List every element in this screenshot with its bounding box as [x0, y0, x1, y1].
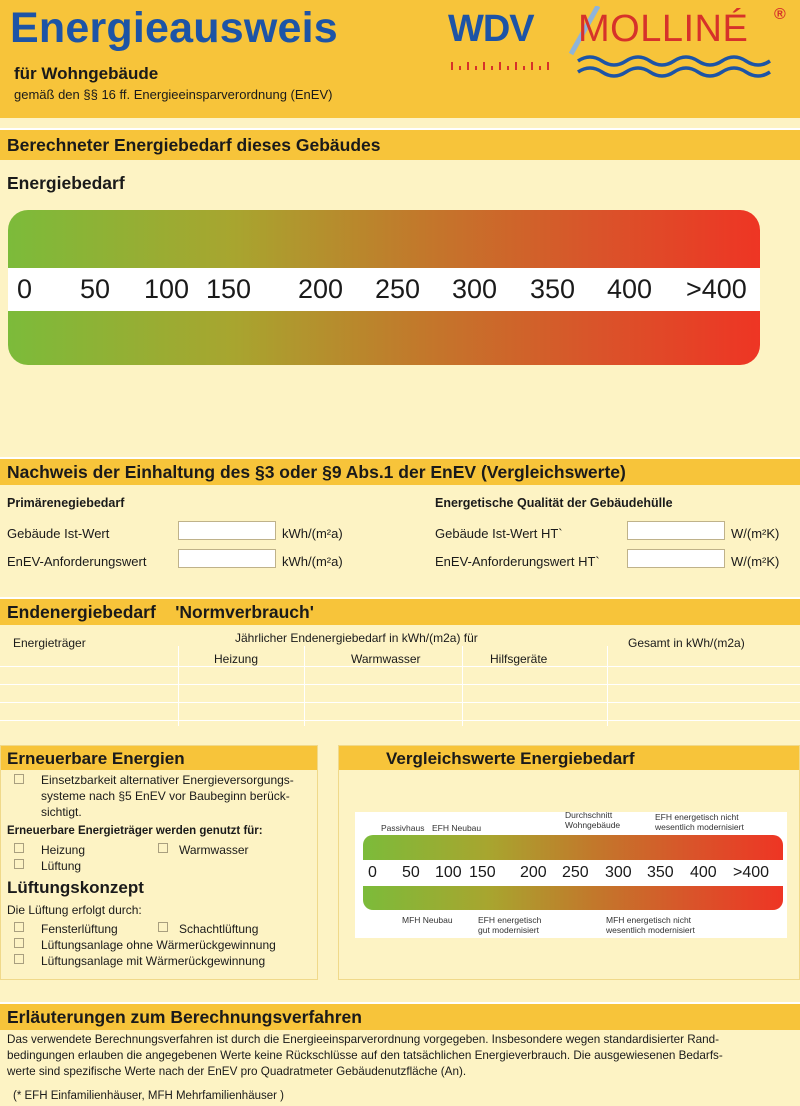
- table-rule: [0, 666, 800, 667]
- alt-energy-checkbox[interactable]: [14, 774, 24, 784]
- energy-demand-subheading: Energiebedarf: [7, 173, 125, 193]
- annotation-efh-nicht: EFH energetisch nicht: [655, 812, 739, 822]
- unit-label: W/(m²K): [731, 554, 780, 569]
- section-heading-text: Endenergiebedarf 'Normverbrauch': [7, 602, 314, 622]
- col-header-warmwasser: Warmwasser: [351, 652, 421, 666]
- section-heading-compliance: [0, 457, 800, 485]
- primary-energy-requirement-input[interactable]: [178, 549, 276, 568]
- table-rule: [0, 702, 800, 703]
- footnote: (* EFH Einfamilienhäuser, MFH Mehrfamilienhäuser ): [13, 1090, 284, 1102]
- annotation-efh-gut: gut modernisiert: [478, 925, 539, 935]
- header: [0, 0, 800, 118]
- regulation-reference: gemäß den §§ 16 ff. Energieeinsparverordnung (EnEV): [14, 87, 333, 102]
- comparison-header: [339, 746, 799, 770]
- table-rule: [304, 646, 305, 726]
- company-logo: [448, 6, 798, 80]
- renewable-energy-panel: [0, 745, 318, 980]
- scale-label: 400: [690, 864, 717, 881]
- col-header-group: Jährlicher Endenergiebedarf in kWh/(m2a) für: [235, 631, 478, 645]
- col-header-heizung: Heizung: [214, 652, 259, 666]
- anlage-ohne-checkbox[interactable]: [14, 938, 24, 948]
- scale-label: 300: [452, 274, 498, 304]
- ventilation-heading: Lüftungskonzept: [7, 878, 144, 897]
- scale-label: >400: [686, 274, 747, 304]
- row-label: Gebäude Ist-Wert HT`: [435, 526, 563, 541]
- fensterlueftung-checkbox[interactable]: [14, 922, 24, 932]
- unit-label: W/(m²K): [731, 526, 780, 541]
- section-heading-final-energy: [0, 597, 800, 625]
- primary-energy-title: Primärenegiebedarf: [7, 496, 125, 510]
- scale-label: 0: [17, 274, 33, 304]
- annotation-durchschnitt: Wohngebäude: [565, 820, 621, 830]
- option-label: sichtigt.: [41, 805, 82, 819]
- explanation-text: [7, 1032, 797, 1080]
- envelope-actual-input[interactable]: [627, 521, 725, 540]
- annotation-efh-nicht: wesentlich modernisiert: [655, 822, 744, 832]
- row-label: EnEV-Anforderungswert HT`: [435, 554, 600, 569]
- option-label: Schachtlüftung: [179, 922, 259, 936]
- scale-label: 350: [647, 864, 674, 881]
- annotation-durchschnitt: Durchschnitt: [565, 810, 613, 820]
- row-label: Gebäude Ist-Wert: [7, 526, 110, 541]
- scale-label: 0: [368, 864, 377, 881]
- section-heading-energy-demand: [0, 128, 800, 160]
- section-heading-text: Berechneter Energiebedarf dieses Gebäudes: [7, 135, 381, 155]
- primary-energy-actual-input[interactable]: [178, 521, 276, 540]
- scale-label: >400: [733, 864, 770, 881]
- option-label: Warmwasser: [179, 843, 249, 857]
- col-header-hilfsgeraete: Hilfsgeräte: [490, 652, 548, 666]
- renewable-energy-title: Erneuerbare Energien: [7, 749, 185, 768]
- lueftung-checkbox[interactable]: [14, 859, 24, 869]
- option-label: Lüftungsanlage mit Wärmerückgewinnung: [41, 954, 266, 968]
- section-heading-text: Erläuterungen zum Berechnungsverfahren: [7, 1007, 362, 1027]
- renewable-energy-header: [1, 746, 317, 770]
- used-for-label: Erneuerbare Energieträger werden genutzt für:: [7, 825, 263, 837]
- explanation-line: werte sind spezifische Werte nach der EnEV pro Quadratmeter Gebäudenutzfläche (An).: [7, 1065, 467, 1078]
- explanation-line: bedingungen erlauben die angegebenen Werte keine Rückschlüsse auf den tatsächlichen Energieverbrauch. Die ausgewiesenen Bedarfs-: [7, 1049, 723, 1062]
- table-rule: [0, 720, 800, 721]
- envelope-quality-title: Energetische Qualität der Gebäudehülle: [435, 496, 673, 510]
- scale-label: 200: [298, 274, 344, 304]
- explanation-line: Das verwendete Berechnungsverfahren ist durch die Energieeinsparverordnung vorgegeben. Insbesondere wegen standardisierter Rand-: [7, 1033, 720, 1046]
- annotation-mfh-nicht: wesentlich modernisiert: [606, 925, 695, 935]
- scale-label: 100: [435, 864, 462, 881]
- scale-label: 200: [520, 864, 547, 881]
- option-label: Lüftungsanlage ohne Wärmerückgewinnung: [41, 938, 276, 952]
- scale-label: 150: [469, 864, 496, 881]
- scale-label: 50: [80, 274, 111, 304]
- table-rule: [178, 646, 179, 726]
- comparison-title: Vergleichswerte Energiebedarf: [386, 749, 635, 768]
- scale-label: 300: [605, 864, 632, 881]
- scale-label: 350: [530, 274, 576, 304]
- col-header-gesamt: Gesamt in kWh/(m2a): [628, 636, 745, 650]
- scale-label: 50: [402, 864, 420, 881]
- annotation-efh-neubau: EFH Neubau: [432, 823, 482, 833]
- section-heading-explanation: [0, 1002, 800, 1030]
- annotation-passivhaus: Passivhaus: [381, 823, 425, 833]
- ventilation-intro: Die Lüftung erfolgt durch:: [7, 903, 142, 917]
- logo-wdv-text: WDV: [448, 8, 534, 50]
- table-rule: [607, 646, 608, 726]
- unit-label: kWh/(m²a): [282, 554, 343, 569]
- col-header-energietraeger: Energieträger: [13, 636, 86, 650]
- table-rule: [0, 684, 800, 685]
- envelope-requirement-input[interactable]: [627, 549, 725, 568]
- heizung-checkbox[interactable]: [14, 843, 24, 853]
- option-label: systeme nach §5 EnEV vor Baubeginn berück-: [41, 789, 290, 803]
- scale-label: 250: [375, 274, 421, 304]
- logo-molline-text: MOLLINÉ: [578, 8, 749, 50]
- scale-label: 250: [562, 864, 589, 881]
- annotation-mfh-nicht: MFH energetisch nicht: [606, 915, 692, 925]
- unit-label: kWh/(m²a): [282, 526, 343, 541]
- anlage-mit-checkbox[interactable]: [14, 954, 24, 964]
- scale-label: 150: [206, 274, 252, 304]
- annotation-mfh-neubau: MFH Neubau: [402, 915, 453, 925]
- row-label: EnEV-Anforderungswert: [7, 554, 147, 569]
- scale-label: 100: [144, 274, 190, 304]
- warmwasser-checkbox[interactable]: [158, 843, 168, 853]
- registered-mark: ®: [774, 6, 786, 23]
- scale-label: 400: [607, 274, 653, 304]
- option-label: Einsetzbarkeit alternativer Energieversorgungs-: [41, 773, 294, 787]
- schachtlueftung-checkbox[interactable]: [158, 922, 168, 932]
- page-subtitle: für Wohngebäude: [14, 64, 159, 83]
- annotation-efh-gut: EFH energetisch: [478, 915, 542, 925]
- section-heading-text: Nachweis der Einhaltung des §3 oder §9 Abs.1 der EnEV (Vergleichswerte): [7, 462, 626, 482]
- page-title: Energieausweis: [10, 4, 338, 52]
- option-label: Lüftung: [41, 859, 82, 873]
- option-label: Fensterlüftung: [41, 922, 118, 936]
- table-rule: [462, 646, 463, 726]
- option-label: Heizung: [41, 843, 86, 857]
